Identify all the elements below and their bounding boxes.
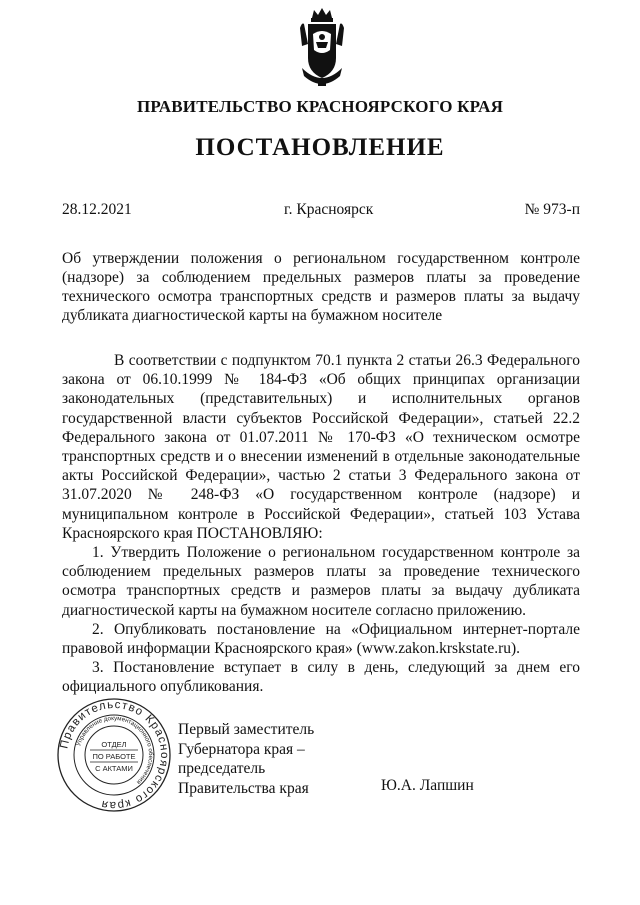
signatory-name: Ю.А. Лапшин — [381, 777, 474, 794]
document-type-title: ПОСТАНОВЛЕНИЕ — [195, 134, 445, 161]
signatory-line-4: Правительства края — [178, 779, 309, 797]
item-1-paragraph: 1. Утвердить Положение о региональном государственном контроле за соблюдением предельных размеров платы за проведение технического осмотра транспортных средств и размеров платы за выдачу дубликата диагностической карты на бумажном носителе согласно приложению. — [62, 544, 580, 619]
official-stamp — [56, 697, 172, 813]
signatory-line-3: председатель — [178, 760, 266, 777]
document-number: № 973-п — [524, 201, 580, 218]
document-body — [62, 351, 580, 697]
coat-of-arms-emblem — [296, 6, 348, 92]
preamble-paragraph: В соответствии с подпунктом 70.1 пункта 2 статьи 26.3 Федерального закона от 06.10.1999 № 184-ФЗ «Об общих принципах организации законодательных (представительных) и исполнительных органов государственной власти субъектов Российской Федерации», статьей 22.2 Федерального закона от 01.07.2011 № 170-ФЗ «О техническом осмотре транспортных средств и о внесении изменений в отдельные законодательные акты Российской Федерации», частью 2 статьи 3 Федерального закона от 31.07.2020 № 248-ФЗ «О государственном контроле (надзоре) и муниципальном контроле в Российской Федерации», статьей 103 Устава Красноярского края ПОСТАНОВЛЯЮ: — [62, 352, 580, 542]
document-city: г. Красноярск — [284, 201, 374, 218]
item-3-paragraph: 3. Постановление вступает в силу в день, следующий за днем его официального опубликования. — [62, 659, 580, 696]
item-2-paragraph: 2. Опубликовать постановление на «Официальном интернет-портале правовой информации Красноярского края» (www.zakon.krskstate.ru). — [62, 620, 580, 658]
signatory-position — [178, 720, 314, 798]
document-date: 28.12.2021 — [62, 201, 132, 218]
stamp-outer-text: Правительство Красноярского края — [58, 698, 171, 812]
stamp-inner-text: Управление документационного обеспечения — [75, 714, 155, 786]
document-subject: Об утверждении положения о региональном государственном контроле (надзоре) за соблюдением предельных размеров платы за проведение технического осмотра транспортных средств и размеров платы за выдачу дубликата диагностической карты на бумажном носителе — [62, 250, 580, 324]
stamp-center-line-1: ОТДЕЛ — [101, 740, 127, 749]
government-title: ПРАВИТЕЛЬСТВО КРАСНОЯРСКОГО КРАЯ — [136, 97, 504, 116]
signatory-line-2: Губернатора края – — [178, 740, 305, 758]
stamp-center-line-3: С АКТАМИ — [95, 764, 133, 773]
signatory-line-1: Первый заместитель — [178, 721, 315, 738]
stamp-center-line-2: ПО РАБОТЕ — [92, 752, 136, 761]
